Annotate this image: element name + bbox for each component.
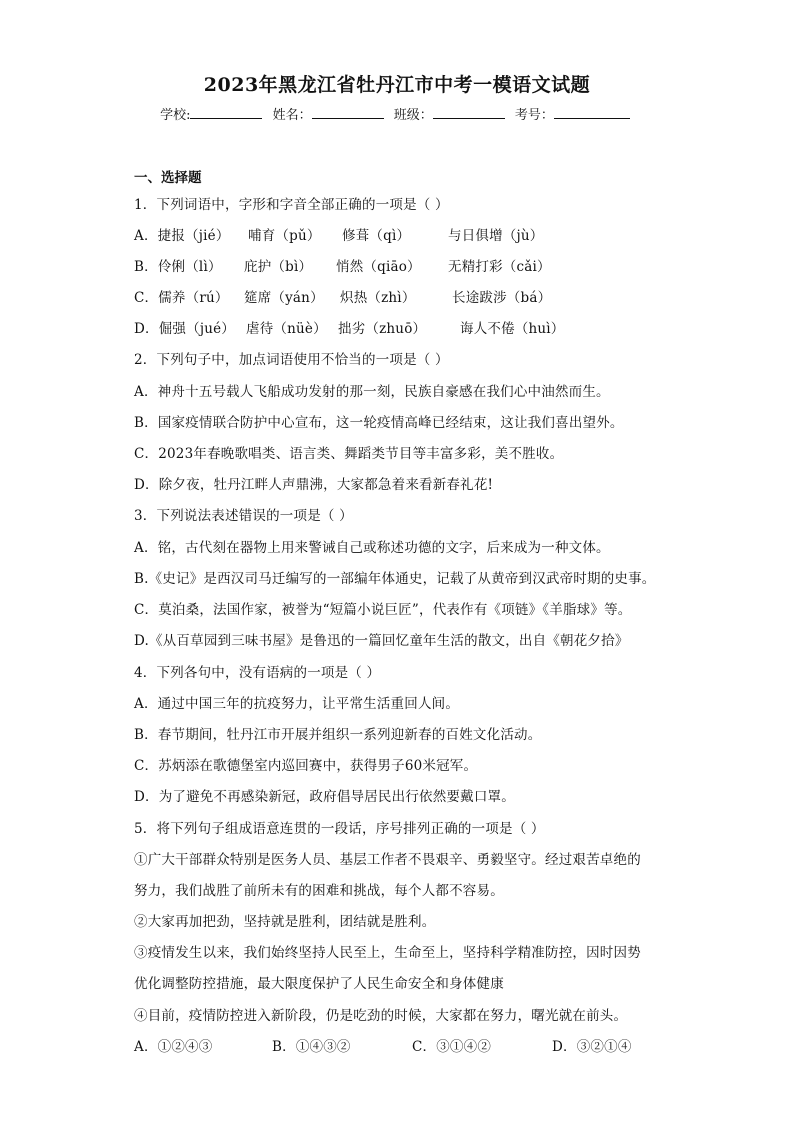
question-3-option-d: D.《从百草园到三味书屋》是鲁迅的一篇回忆童年生活的散文，出自《朝花夕拾》 <box>134 633 629 649</box>
question-2-option-d: D．除夕夜，牡丹江畔人声鼎沸，大家都急着来看新春礼花! <box>134 477 494 493</box>
answer-option-c: C．③①④② <box>412 1039 492 1055</box>
question-2-option-a: A．神舟十五号载人飞船成功发射的那一刻，民族自豪感在我们心中油然而生。 <box>134 384 610 400</box>
school-blank <box>190 106 262 119</box>
page-title: 2023年黑龙江省牡丹江市中考一模语文试题 <box>203 74 591 96</box>
question-5-answer-options <box>134 1035 632 1055</box>
class-label: 班级： <box>393 108 433 123</box>
question-5-sentence-2: ②大家再加把劲，坚持就是胜利，团结就是胜利。 <box>134 914 436 930</box>
question-5-sentence-1-cont: 努力，我们战胜了前所未有的困难和挑战，每个人都不容易。 <box>134 883 504 899</box>
answer-option-b: B．①④③② <box>272 1039 351 1055</box>
question-5-stem: 5．将下列句子组成语意连贯的一段话，序号排列正确的一项是（ ） <box>134 821 545 837</box>
question-2-option-c: C．2023年春晚歌唱类、语言类、舞蹈类节目等丰富多彩，美不胜收。 <box>134 446 564 462</box>
question-1-option-c: C．儒养（rú） 筵席（yán） 炽热（zhì） 长途跋涉（bá） <box>134 290 552 306</box>
exam-number-label: 考号： <box>514 108 554 123</box>
question-4-option-a: A．通过中国三年的抗疫努力，让平常生活重回人间。 <box>134 696 460 712</box>
name-label: 姓名： <box>272 108 312 123</box>
question-4-option-c: C．苏炳添在歌德堡室内巡回赛中，获得男子60米冠军。 <box>134 758 478 774</box>
question-3-option-a: A．铭，古代刻在器物上用来警诫自己或称述功德的文字，后来成为一种文体。 <box>134 540 610 556</box>
name-blank <box>312 106 384 119</box>
question-2-option-b: B．国家疫情联合防护中心宣布，这一轮疫情高峰已经结束，这让我们喜出望外。 <box>134 415 624 431</box>
question-4-option-d: D．为了避免不再感染新冠，政府倡导居民出行依然要戴口罩。 <box>134 789 515 805</box>
question-1-stem: 1．下列词语中，字形和字音全部正确的一项是（ ） <box>134 197 449 213</box>
question-5-sentence-3: ③疫情发生以来，我们始终坚持人民至上，生命至上，坚持科学精准防控，因时因势 <box>134 945 641 961</box>
question-4-stem: 4．下列各句中，没有语病的一项是（ ） <box>134 665 381 681</box>
class-blank <box>433 106 505 119</box>
school-label: 学校: <box>160 108 191 123</box>
question-5-sentence-3-cont: 优化调整防控措施，最大限度保护了人民生命安全和身体健康 <box>134 976 504 992</box>
question-3-stem: 3．下列说法表述错误的一项是（ ） <box>134 508 353 524</box>
section-heading: 一、选择题 <box>134 170 202 186</box>
question-1-option-a: A．捷报（jié） 哺育（pǔ） 修葺（qì） 与日俱增（jù） <box>134 228 544 244</box>
question-3-option-c: C．莫泊桑，法国作家，被誉为“短篇小说巨匠”，代表作有《项链》《羊脂球》等。 <box>134 602 632 618</box>
question-1-option-d: D．倔强（jué） 虐待（nüè） 拙劣（zhuō） 诲人不倦（huì） <box>134 321 565 337</box>
question-2-stem: 2．下列句子中，加点词语使用不恰当的一项是（ ） <box>134 352 449 368</box>
question-5-sentence-4: ④目前，疫情防控进入新阶段，仍是吃劲的时候，大家都在努力，曙光就在前头。 <box>134 1008 628 1024</box>
question-3-option-b: B.《史记》是西汉司马迁编写的一部编年体通史，记载了从黄帝到汉武帝时期的史事。 <box>134 571 656 587</box>
question-1-option-b: B．伶俐（lì） 庇护（bì） 悄然（qiāo） 无精打彩（cǎi） <box>134 259 551 275</box>
answer-option-d: D．③②①④ <box>552 1039 632 1055</box>
student-info-row <box>0 104 794 123</box>
question-4-option-b: B．春节期间，牡丹江市开展并组织一系列迎新春的百姓文化活动。 <box>134 727 542 743</box>
exam-number-blank <box>554 106 630 119</box>
question-5-sentence-1: ①广大干部群众特别是医务人员、基层工作者不畏艰辛、勇毅坚守。经过艰苦卓绝的 <box>134 852 641 868</box>
answer-option-a: A．①②④③ <box>134 1039 213 1055</box>
